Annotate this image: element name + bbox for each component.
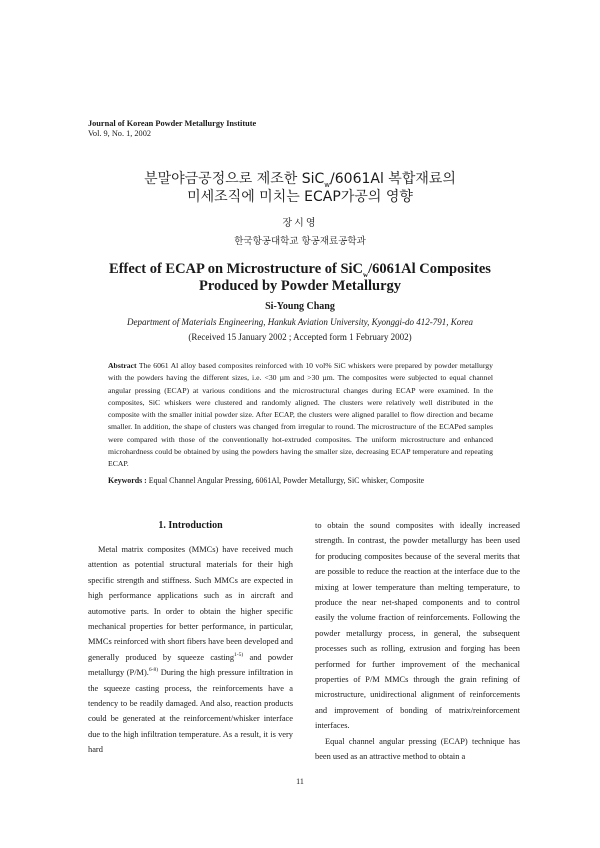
intro-paragraph-1 [88,542,293,758]
author-name: Si-Young Chang [265,301,335,312]
keywords-label: Keywords : [108,476,147,485]
citation-ref: 1-5) [234,652,244,659]
korean-author: 장시영 [282,218,318,229]
intro-p1-part-a: Metal matrix composites (MMCs) have received much attention as potential structural materials for their high specific strength and stiffness. Such MMCs are expected in high performance applications such as in aircraft and automotive parts. In order to obtain the higher specific mechanical properties for better performance, in particular, MMCs reinforced with short fibers have been developed and generally produced by squeeze casting [88,545,293,662]
intro-paragraph-2: to obtain the sound composites with ideally increased strength. In contrast, the powder metallurgy has been used for producing composites because of the several merits that are possible to reduce the reaction at the interface due to the mixing at lower temperature than melting temperature, to produce the near net-shaped components and to control easily the volume fraction of reinforcements. Following the powder metallurgy process, in general, the subsequent processes such as rolling, extrusion and forging has been performed for further improvement of the mechanical properties of P/M MMCs through the grain refining of microstructure, unidirectional alignment of reinforcements and improvement of bonding of matrix/reinforcement interfaces. [315,521,520,731]
journal-volume: Vol. 9, No. 1, 2002 [88,129,151,138]
keywords [108,476,498,485]
korean-affiliation: 한국항공대학교 항공재료공학과 [234,236,366,247]
intro-p1-part-b: and powder metallurgy (P/M). [88,652,293,678]
author-affiliation: Department of Materials Engineering, Hankuk Aviation University, Kyonggi-do 412-791, Korea [127,317,473,327]
korean-title-subscript: w [324,180,331,189]
column-left [88,518,293,758]
intro-p1-part-c: During the high pressure infiltration in the squeeze casting process, the reinforcements have a tendency to be readily damaged. And also, reaction products could be generated at the reinforcement/whisker interface due to the high infiltration temperature. As a result, it is very hard [88,668,293,755]
citation-ref: 6-8) [148,667,159,674]
column-right [315,518,520,765]
english-title-line1 [0,260,600,278]
english-title-subscript: w [363,270,369,279]
abstract-text: The 6061 Al alloy based composites reinforced with 10 vol% SiC whiskers were prepared by powder metallurgy with the powders having the different sizes, i.e. <30 µm and >30 µm. The composites were subjected to equal channel angular pressing (ECAP) at various conditions and the microstructural changes during ECAP were examined. In the composites, SiC whiskers were clustered and randomly aligned. The clusters were relatively well distributed in the composite with the smaller initial powder size. After ECAP, the clusters were aligned parallel to flow direction and became smaller. In addition, the shape of clusters was changed from irregular to round. The microstructure of the ECAPed samples were compared with those of the conventionally hot-extruded composites. The uniform microstructure and enhanced microhardness could be obtained by using the powders having the smaller size, decreasing ECAP temperature and repeating ECAP. [108,361,493,469]
journal-header [88,119,256,139]
received-dates: (Received 15 January 2002 ; Accepted form 1 February 2002) [188,332,412,342]
english-title-text-end: /6061Al Composites [368,261,491,277]
korean-title-line2: 미세조직에 미치는 ECAP가공의 영향 [187,189,413,205]
abstract-label: Abstract [108,361,137,370]
korean-title-line1 [0,171,600,188]
english-title-text: Effect of ECAP on Microstructure of SiC [109,261,364,277]
page-number: 11 [296,777,304,786]
english-title-line2: Produced by Powder Metallurgy [198,278,402,294]
abstract [108,360,493,471]
korean-title-text: 분말야금공정으로 제조한 SiC [144,171,325,187]
keywords-text: Equal Channel Angular Pressing, 6061Al, Powder Metallurgy, SiC whisker, Composite [148,476,425,485]
intro-paragraph-3: Equal channel angular pressing (ECAP) technique has been used as an attractive method to obtain a [315,736,520,762]
korean-title-text-end: /6061Al 복합재료의 [330,171,456,187]
section-heading: 1. Introduction [158,520,223,531]
journal-name: Journal of Korean Powder Metallurgy Institute [88,119,257,128]
